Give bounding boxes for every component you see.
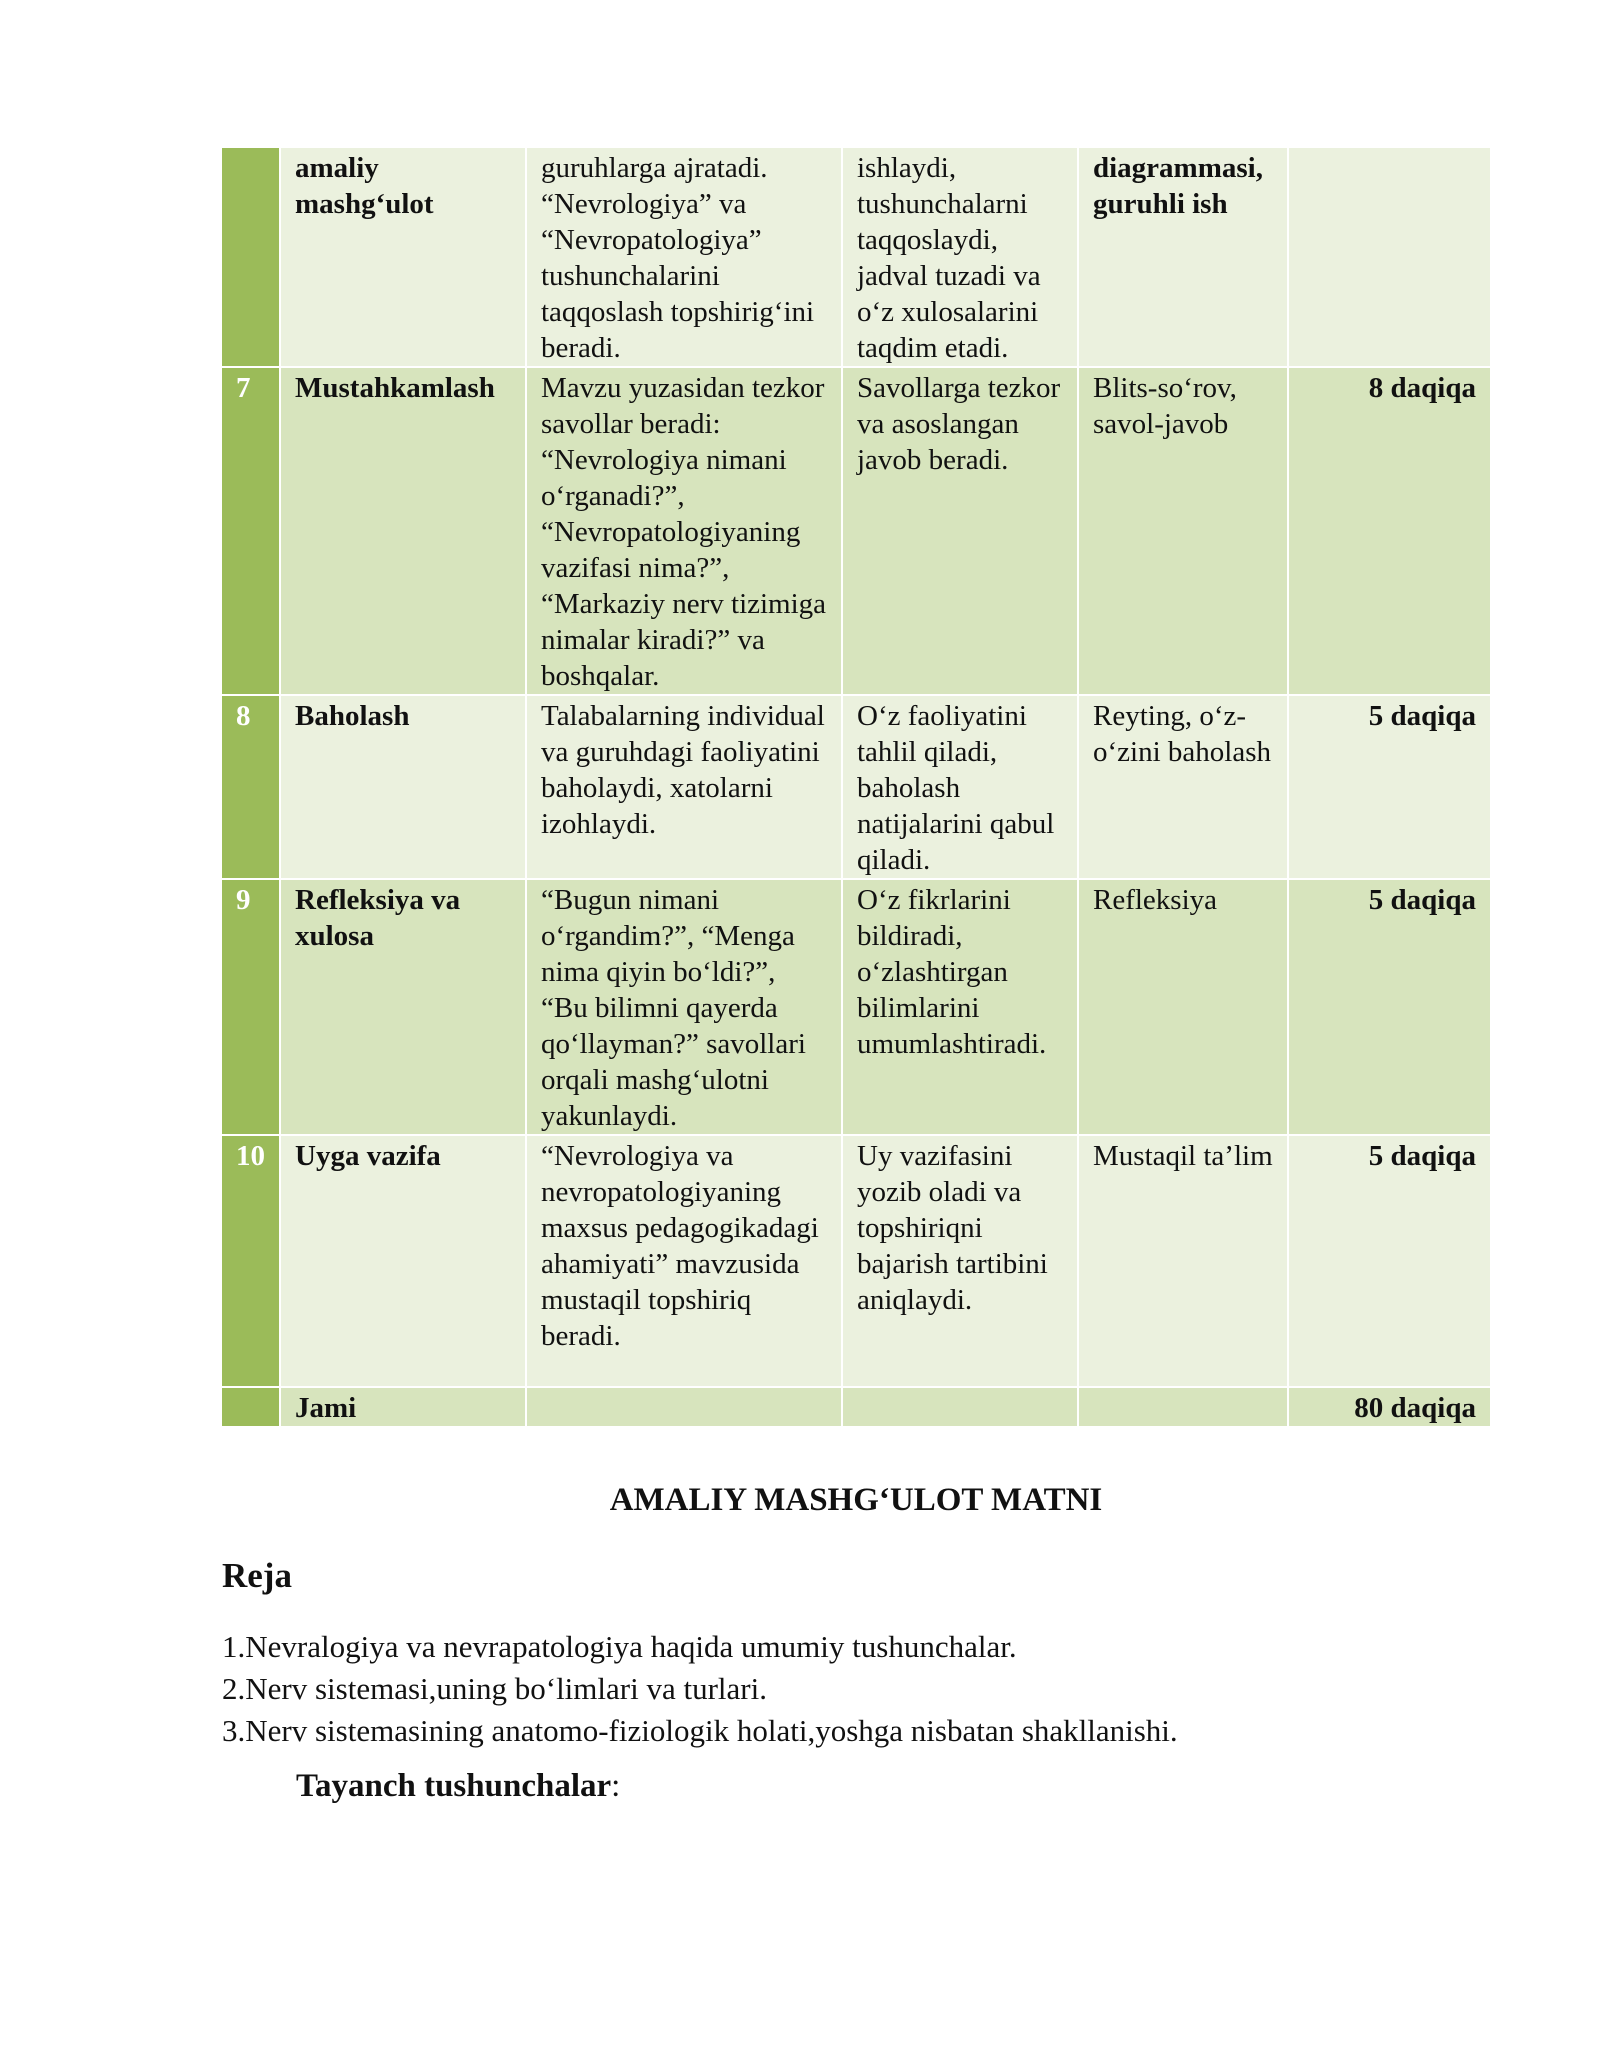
row-number: 7 (222, 367, 280, 695)
student-activity-cell: Uy vazifasini yozib oladi va topshiriqni bajarish tartibini aniqlaydi. (842, 1135, 1078, 1387)
empty-cell (1078, 1387, 1288, 1427)
method-cell: Mustaqil ta’lim (1078, 1135, 1288, 1387)
method-cell: Blits-so‘rov, savol-javob (1078, 367, 1288, 695)
stage-cell: Mustahkamlash (280, 367, 526, 695)
list-item: 1.Nevralogiya va nevrapatologiya haqida umumiy tushunchalar. (222, 1629, 1017, 1664)
method-cell: Reyting, o‘z-o‘zini baholash (1078, 695, 1288, 879)
student-activity-cell: Savollarga tezkor va asoslangan javob beradi. (842, 367, 1078, 695)
list-item: 3.Nerv sistemasining anatomo-fiziologik holati,yoshga nisbatan shakllanishi. (222, 1713, 1178, 1748)
row-number (222, 1387, 280, 1427)
teacher-activity-cell: “Bugun nimani o‘rgandim?”, “Menga nima qiyin bo‘ldi?”, “Bu bilimni qayerda qo‘llayman?” savollari orqali mashg‘ulotni yakunlaydi. (526, 879, 842, 1135)
teacher-activity-cell: Mavzu yuzasidan tezkor savollar beradi: “Nevrologiya nimani o‘rganadi?”, “Nevropatologiyaning vazifasi nima?”, “Markaziy nerv tizimiga nimalar kiradi?” va boshqalar. (526, 367, 842, 695)
method-cell: Refleksiya (1078, 879, 1288, 1135)
total-label: Jami (280, 1387, 526, 1427)
student-activity-cell: O‘z fikrlarini bildiradi, o‘zlashtirgan bilimlarini umumlashtiradi. (842, 879, 1078, 1135)
stage-cell: amaliy mashg‘ulot (280, 148, 526, 367)
teacher-activity-cell: guruhlarga ajratadi. “Nevrologiya” va “Nevropatologiya” tushunchalarini taqqoslash topshirig‘ini beradi. (526, 148, 842, 367)
empty-cell (526, 1387, 842, 1427)
empty-cell (842, 1387, 1078, 1427)
time-cell: 5 daqiqa (1288, 879, 1490, 1135)
row-number: 10 (222, 1135, 280, 1387)
plan-list (222, 1626, 1178, 1752)
key-concepts-heading (296, 1768, 620, 1805)
total-time: 80 daqiqa (1288, 1387, 1490, 1427)
time-cell (1288, 148, 1490, 367)
student-activity-cell: ishlaydi, tushunchalarni taqqoslaydi, jadval tuzadi va o‘z xulosalarini taqdim etadi. (842, 148, 1078, 367)
time-cell: 8 daqiqa (1288, 367, 1490, 695)
stage-cell: Baholash (280, 695, 526, 879)
table-row (222, 695, 1490, 879)
teacher-activity-cell: “Nevrologiya va nevropatologiyaning maxsus pedagogikadagi ahamiyati” mavzusida mustaqil topshiriq beradi. (526, 1135, 842, 1387)
row-number: 9 (222, 879, 280, 1135)
time-cell: 5 daqiqa (1288, 695, 1490, 879)
table-row (222, 367, 1490, 695)
table-row (222, 148, 1490, 367)
stage-cell: Refleksiya va xulosa (280, 879, 526, 1135)
section-title: AMALIY MASHG‘ULOT MATNI (609, 1482, 1103, 1518)
time-cell: 5 daqiqa (1288, 1135, 1490, 1387)
student-activity-cell: O‘z faoliyatini tahlil qiladi, baholash natijalarini qabul qiladi. (842, 695, 1078, 879)
plan-heading: Reja (222, 1556, 292, 1595)
total-row (222, 1387, 1490, 1427)
key-concepts-colon: : (611, 1768, 621, 1804)
stage-cell: Uyga vazifa (280, 1135, 526, 1387)
key-concepts-label: Tayanch tushunchalar (296, 1768, 612, 1804)
row-number (222, 148, 280, 367)
table-row (222, 879, 1490, 1135)
method-cell: diagrammasi, guruhli ish (1078, 148, 1288, 367)
list-item: 2.Nerv sistemasi,uning bo‘limlari va turlari. (222, 1671, 767, 1706)
teacher-activity-cell: Talabalarning individual va guruhdagi faoliyatini baholaydi, xatolarni izohlaydi. (526, 695, 842, 879)
row-number: 8 (222, 695, 280, 879)
lesson-plan-table (222, 148, 1490, 1428)
table-row (222, 1135, 1490, 1387)
